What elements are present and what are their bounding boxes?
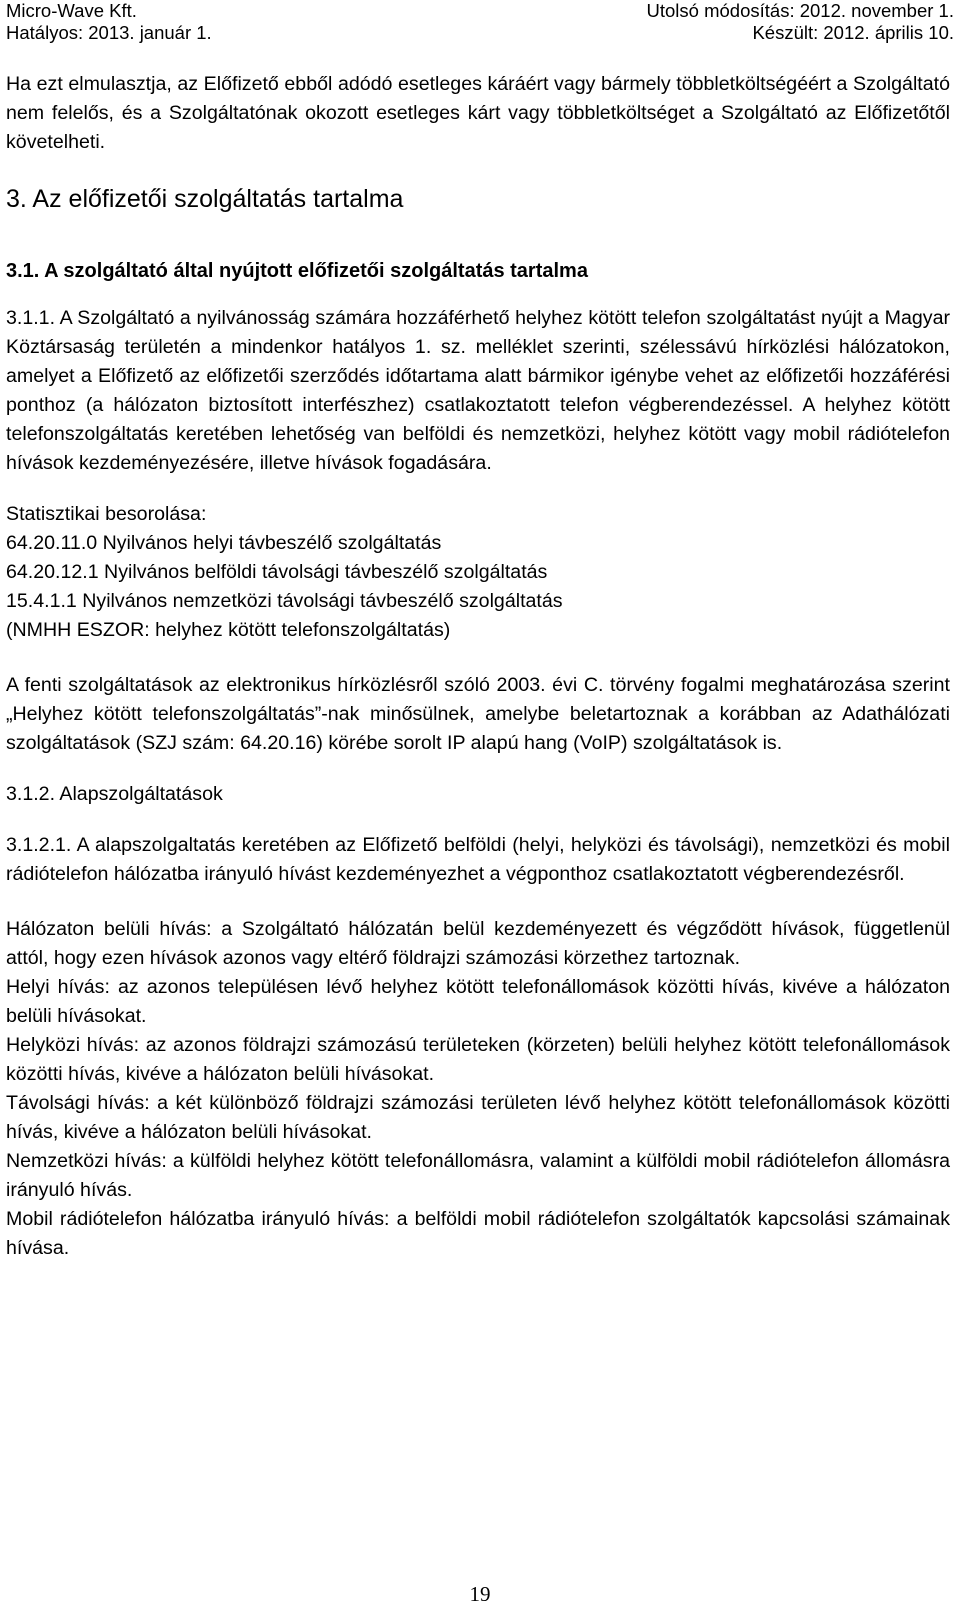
- definition-item: Helyközi hívás: az azonos földrajzi számozású területeken (körzeten) belüli helyhez kötött telefonállomások közötti hívás, kivéve a hálózaton belüli hívásokat.: [6, 1034, 950, 1085]
- header-row-top: [6, 0, 954, 22]
- section-3-1-1-paragraph: 3.1.1. A Szolgáltató a nyilvánosság számára hozzáférhető helyhez kötött telefon szolgáltatást nyújt a Magyar Köztársaság területén a mindenkor hatályos 1. sz. melléklet szerinti, szélessávú hírközlési hálózatokon, amelyet a Előfizető az előfizetői szerződés időtartama alatt bármikor igénybe vehet az előfizetői hozzáférési ponthoz (a hálózaton biztosított interfészhez) csatlakoztatott telefon végberendezéssel. A helyhez kötött telefonszolgáltatás keretében lehetőség van belföldi és nemzetközi, helyhez kötött vagy mobil rádiótelefon hívások kezdeményezésére, illetve hívások fogadására.: [6, 307, 950, 474]
- section-3-heading: 3. Az előfizetői szolgáltatás tartalma: [6, 185, 404, 213]
- definition-item: Hálózaton belüli hívás: a Szolgáltató hálózatán belül kezdeményezett és végződött hívások, függetlenül attól, hogy ezen hívások azonos vagy eltérő földrajzi számozási körzethez tartoznak.: [6, 918, 950, 969]
- definition-item: Távolsági hívás: a két különböző földrajzi számozási területen lévő helyhez kötött telefonállomások közötti hívás, kivéve a hálózaton belüli hívásokat.: [6, 1092, 950, 1143]
- last-modified-date: Utolsó módosítás: 2012. november 1.: [646, 0, 954, 21]
- section-3-1-heading: 3.1. A szolgáltató által nyújtott előfizetői szolgáltatás tartalma: [6, 260, 588, 282]
- stat-item: (NMHH ESZOR: helyhez kötött telefonszolgáltatás): [6, 619, 451, 641]
- stat-label: Statisztikai besorolása:: [6, 503, 207, 525]
- definition-item: Mobil rádiótelefon hálózatba irányuló hívás: a belföldi mobil rádiótelefon szolgáltatók kapcsolási számainak hívása.: [6, 1208, 950, 1259]
- company-name: Micro-Wave Kft.: [6, 0, 137, 21]
- page-header: [6, 0, 954, 44]
- section-3-1-2-heading: 3.1.2. Alapszolgáltatások: [6, 783, 223, 805]
- law-paragraph: A fenti szolgáltatások az elektronikus hírközlésről szóló 2003. évi C. törvény fogalmi meghatározása szerint „Helyhez kötött telefonszolgáltatás”-nak minősülnek, amelybe beletartoznak a korábban az Adathálózati szolgáltatások (SZJ szám: 64.20.16) körébe sorolt IP alapú hang (VoIP) szolgáltatások is.: [6, 674, 950, 754]
- stat-item: 15.4.1.1 Nyilvános nemzetközi távolsági távbeszélő szolgáltatás: [6, 590, 563, 612]
- definition-item: Nemzetközi hívás: a külföldi helyhez kötött telefonállomásra, valamint a külföldi mobil rádiótelefon állomásra irányuló hívás.: [6, 1150, 950, 1201]
- statistical-classification: [6, 500, 950, 645]
- header-row-bottom: [6, 22, 954, 44]
- definition-item: Helyi hívás: az azonos településen lévő helyhez kötött telefonállomások közötti hívás, kivéve a hálózaton belüli hívásokat.: [6, 976, 950, 1027]
- call-definitions: [6, 915, 950, 1263]
- created-date: Készült: 2012. április 10.: [752, 22, 954, 43]
- intro-paragraph: Ha ezt elmulasztja, az Előfizető ebből adódó esetleges káráért vagy bármely többletköltségéért a Szolgáltató nem felelős, és a Szolgáltatónak okozott esetleges kárt vagy többletköltséget a Szolgáltató az Előfizetőtől követelheti.: [6, 73, 950, 153]
- stat-item: 64.20.11.0 Nyilvános helyi távbeszélő szolgáltatás: [6, 532, 442, 554]
- page-number: 19: [469, 1582, 491, 1606]
- effective-date: Hatályos: 2013. január 1.: [6, 22, 212, 43]
- document-body: [6, 70, 950, 1263]
- section-3-1-2-1-paragraph: 3.1.2.1. A alapszolgaltatás keretében az Előfizető belföldi (helyi, helyközi és távolsági), nemzetközi és mobil rádiótelefon hálózatba irányuló hívást kezdeményezhet a végponthoz csatlakoztatott végberendezésről.: [6, 834, 950, 885]
- stat-item: 64.20.12.1 Nyilvános belföldi távolsági távbeszélő szolgáltatás: [6, 561, 548, 583]
